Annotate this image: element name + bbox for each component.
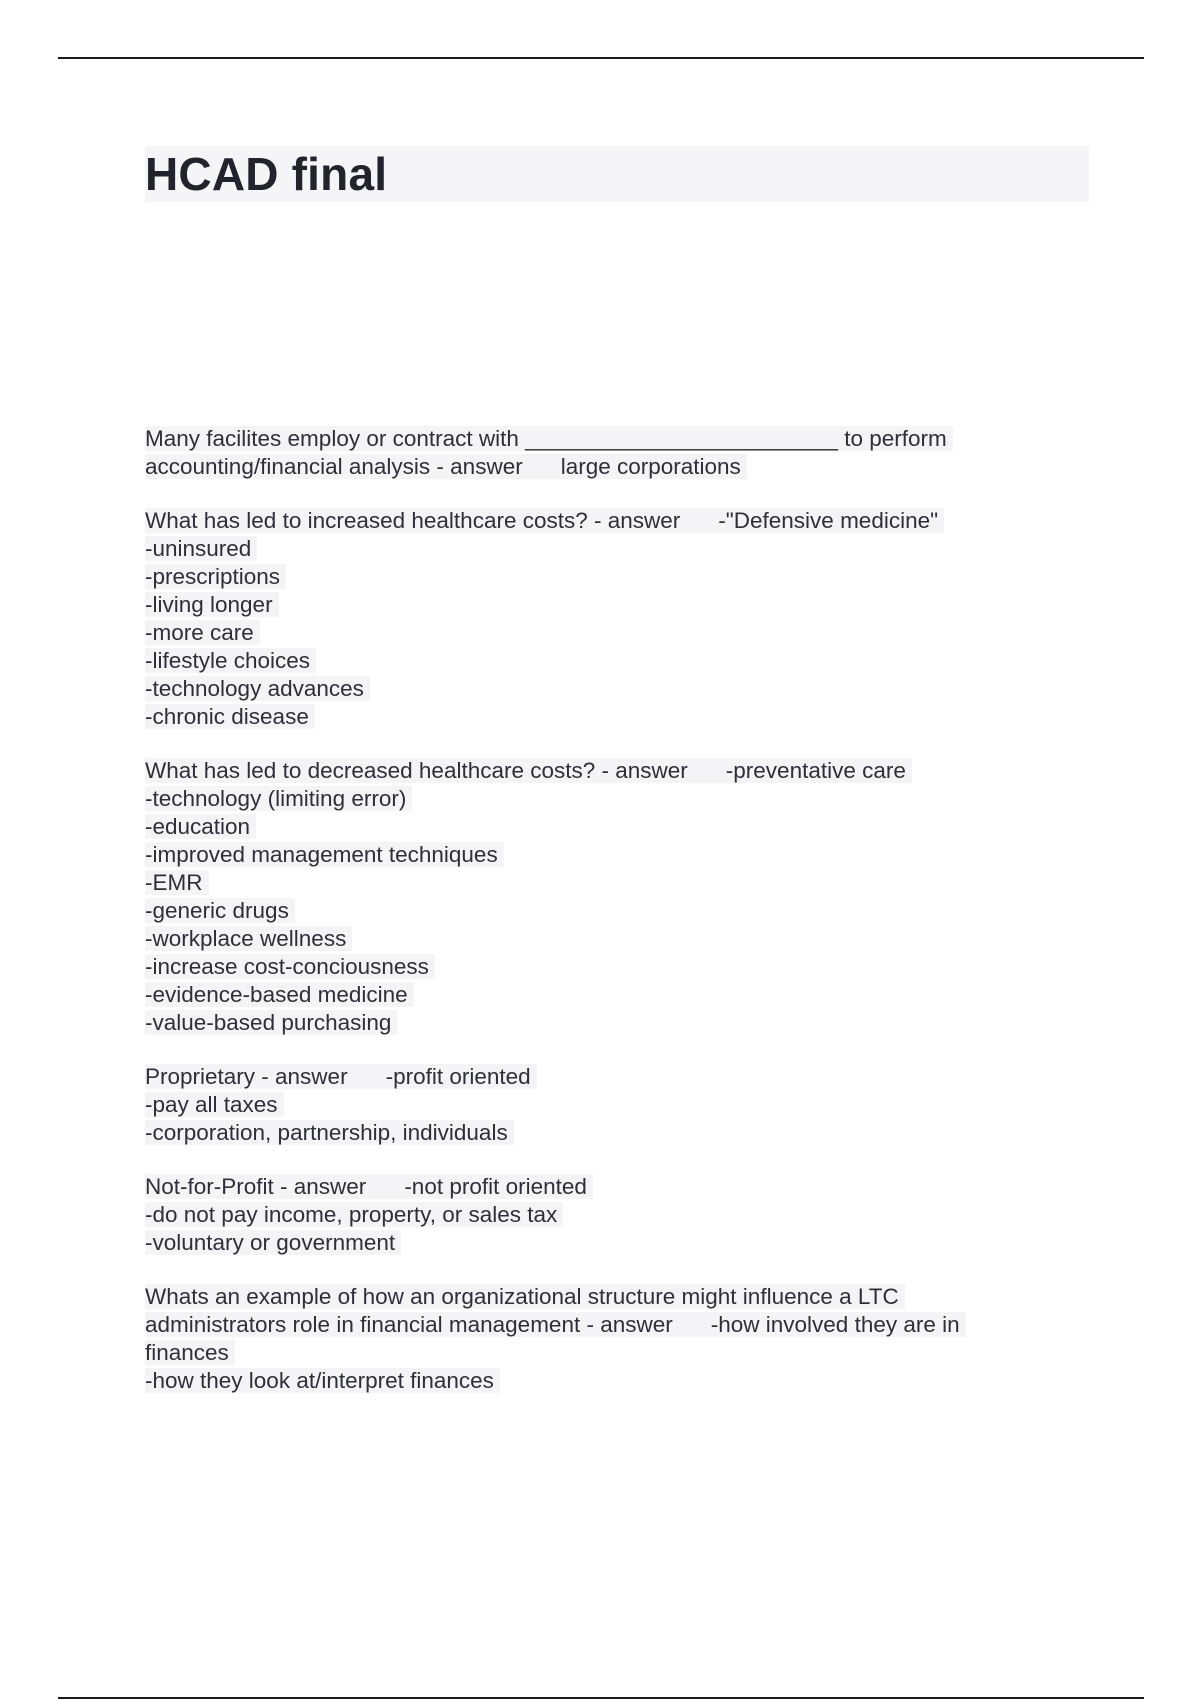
page-title: HCAD final: [145, 148, 388, 200]
question-line: [145, 507, 1075, 535]
question-text: What has led to decreased healthcare costs? - answer: [145, 758, 688, 783]
question-text: accounting/financial analysis - answer: [145, 454, 523, 479]
answer-line: -generic drugs: [145, 897, 1075, 925]
answer-line: -corporation, partnership, individuals: [145, 1119, 1075, 1147]
flashcard: [145, 1283, 1075, 1395]
bottom-rule: [58, 1697, 1144, 1699]
answer-line: -do not pay income, property, or sales tax: [145, 1201, 1075, 1229]
flashcard-list: [145, 425, 1075, 1421]
answer-line: -technology advances: [145, 675, 1075, 703]
title-banner: [145, 146, 1089, 202]
answer-line: -chronic disease: [145, 703, 1075, 731]
answer-line: -improved management techniques: [145, 841, 1075, 869]
flashcard: [145, 1173, 1075, 1257]
answer-line: -pay all taxes: [145, 1091, 1075, 1119]
question-line: [145, 1283, 1075, 1311]
answer-line: -evidence-based medicine: [145, 981, 1075, 1009]
answer-line: -voluntary or government: [145, 1229, 1075, 1257]
question-text: administrators role in financial management - answer: [145, 1312, 673, 1337]
answer-text: -preventative care: [725, 758, 906, 783]
question-text: What has led to increased healthcare costs? - answer: [145, 508, 681, 533]
question-text: Whats an example of how an organizational structure might influence a LTC: [145, 1284, 905, 1309]
answer-text: -"Defensive medicine": [718, 508, 939, 533]
answer-line: -workplace wellness: [145, 925, 1075, 953]
answer-line: finances: [145, 1339, 1075, 1367]
answer-line: -education: [145, 813, 1075, 841]
question-text: Proprietary - answer: [145, 1064, 348, 1089]
answer-line: -uninsured: [145, 535, 1075, 563]
answer-text: -how involved they are in: [710, 1312, 960, 1337]
answer-line: -more care: [145, 619, 1075, 647]
question-text: Many facilites employ or contract with _________________________ to perform: [145, 426, 953, 451]
flashcard: [145, 507, 1075, 731]
answer-line: -living longer: [145, 591, 1075, 619]
flashcard: [145, 425, 1075, 481]
flashcard: [145, 1063, 1075, 1147]
answer-text: large corporations: [560, 454, 741, 479]
question-line: [145, 1063, 1075, 1091]
question-line: [145, 1173, 1075, 1201]
flashcard: [145, 757, 1075, 1037]
answer-line: -EMR: [145, 869, 1075, 897]
answer-line: -increase cost-conciousness: [145, 953, 1075, 981]
answer-text: -not profit oriented: [404, 1174, 587, 1199]
answer-text: -profit oriented: [385, 1064, 531, 1089]
question-text: Not-for-Profit - answer: [145, 1174, 367, 1199]
answer-line: -prescriptions: [145, 563, 1075, 591]
question-line: [145, 425, 1075, 453]
top-rule: [58, 57, 1144, 59]
answer-line: -how they look at/interpret finances: [145, 1367, 1075, 1395]
question-line: [145, 453, 1075, 481]
question-line: [145, 1311, 1075, 1339]
answer-line: -lifestyle choices: [145, 647, 1075, 675]
question-line: [145, 757, 1075, 785]
answer-line: -value-based purchasing: [145, 1009, 1075, 1037]
answer-line: -technology (limiting error): [145, 785, 1075, 813]
